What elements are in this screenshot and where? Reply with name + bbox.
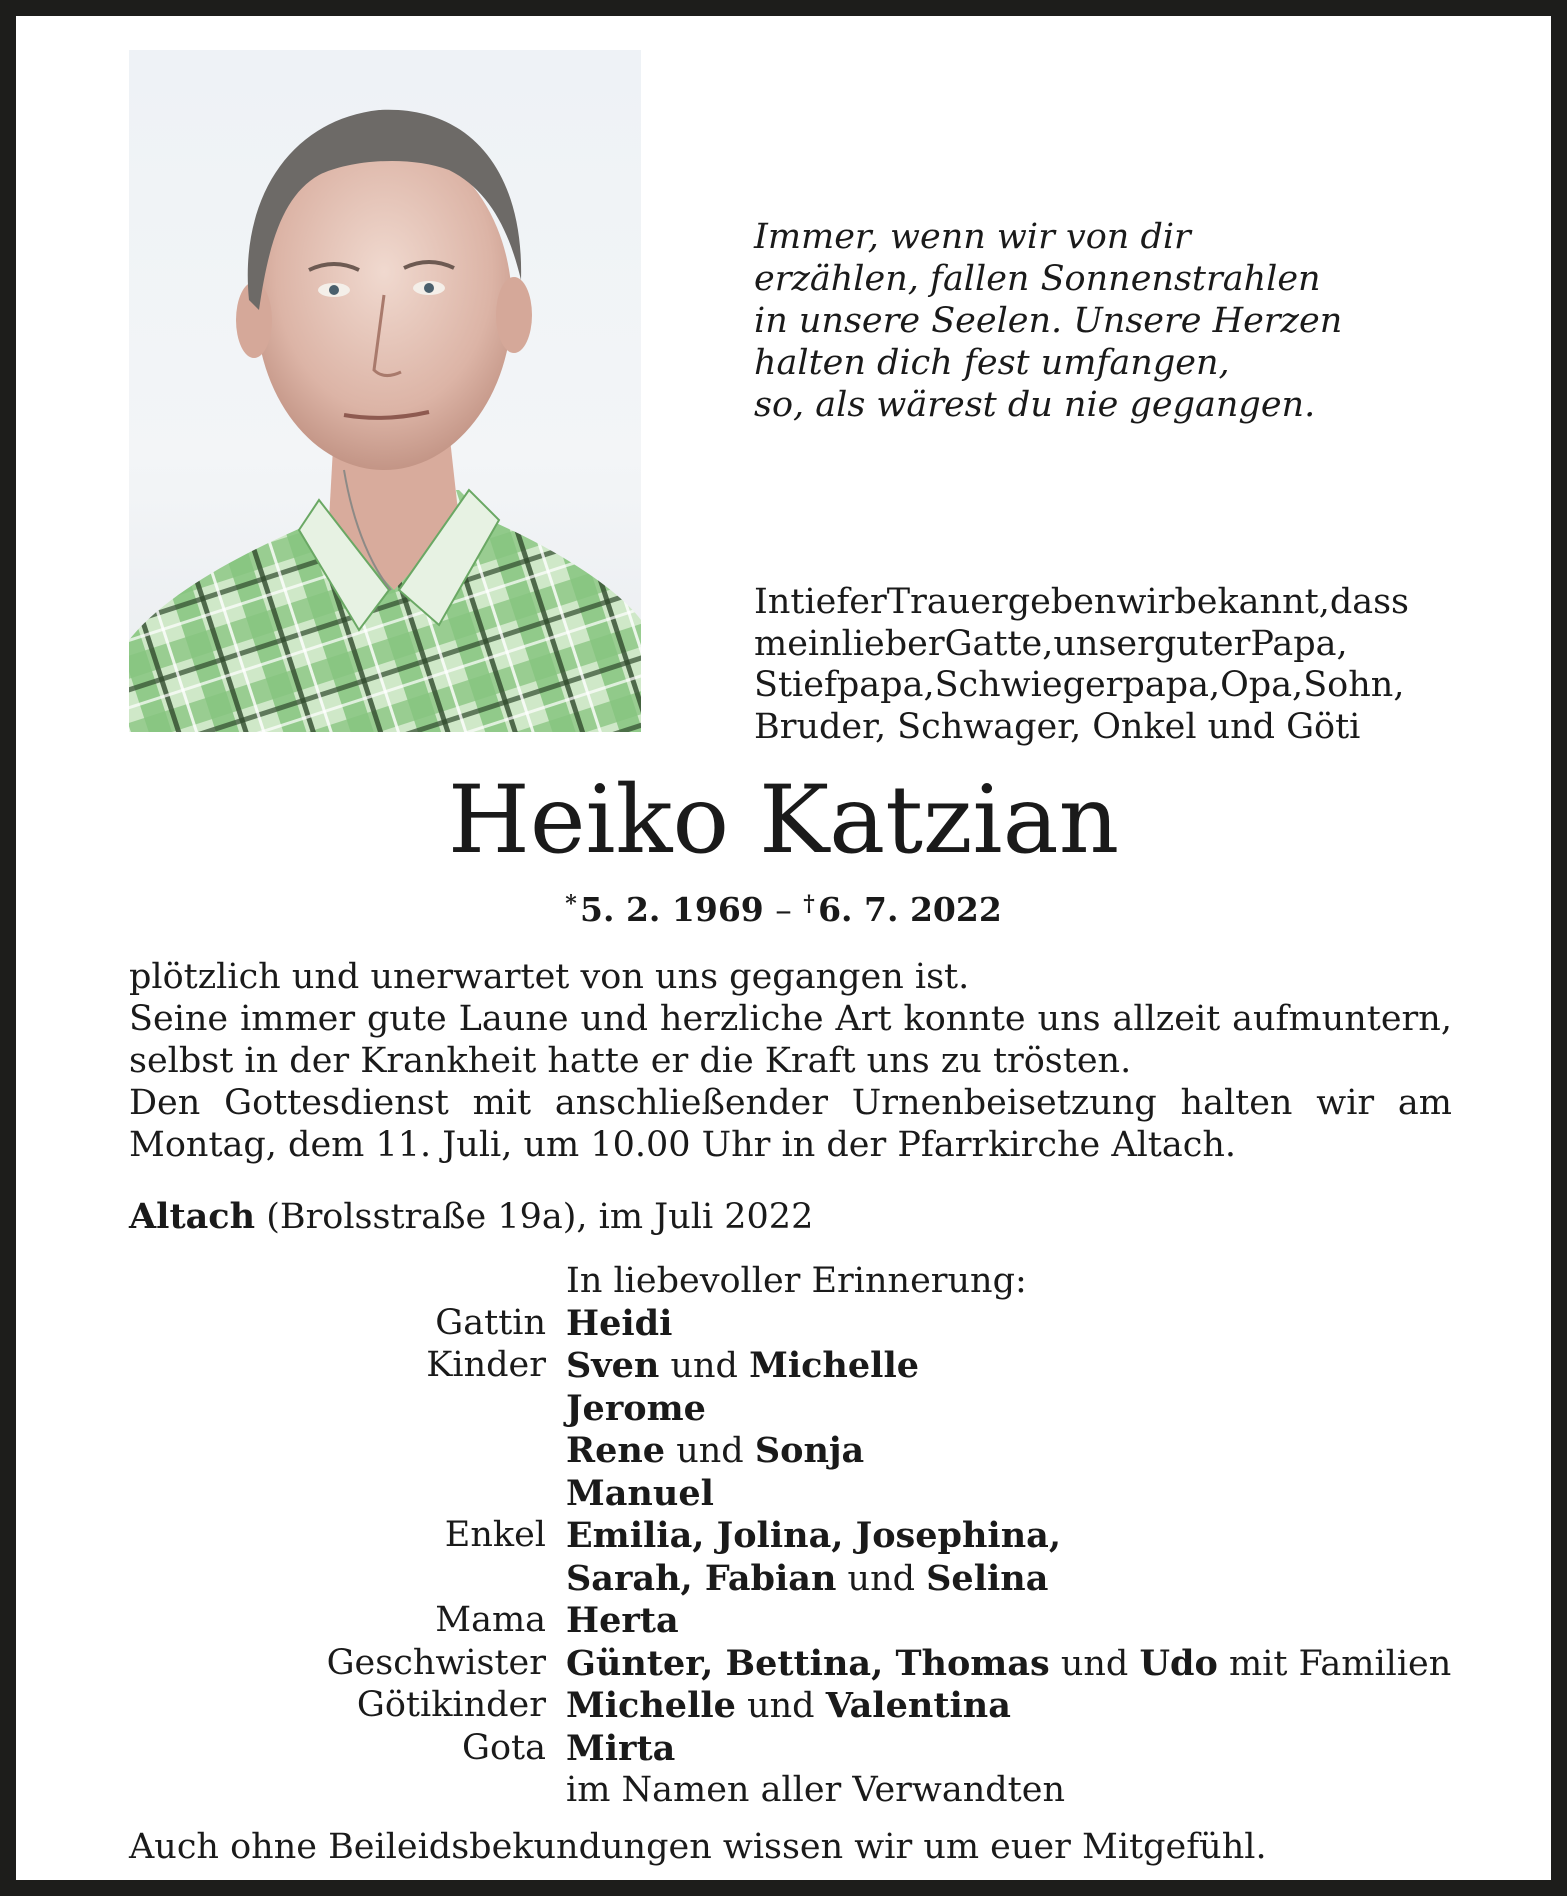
intro-word: In <box>754 582 791 622</box>
family-row <box>129 1728 1459 1771</box>
intro-word: geben <box>1007 582 1117 622</box>
family-name: Michelle <box>566 1685 736 1726</box>
portrait-photo <box>129 50 641 732</box>
intro-line <box>754 623 1348 666</box>
family-row <box>129 1345 1459 1388</box>
intro-word: Schwager, <box>897 706 1082 747</box>
closing-line: Auch ohne Beileidsbekundungen wissen wir um euer Mitgefühl. <box>129 1827 1267 1867</box>
intro-word: Trauer <box>886 582 1008 622</box>
location-rest: (Brolsstraße 19a), im Juli 2022 <box>255 1197 814 1237</box>
family-name: Valentina <box>825 1685 1011 1726</box>
intro-word: Papa, <box>1250 623 1348 664</box>
family-relation: Gota <box>462 1727 546 1768</box>
body-word: gute <box>367 999 447 1039</box>
family-names <box>566 1600 1459 1643</box>
body-word: anschließender <box>554 1083 828 1123</box>
body-word: konnte <box>903 999 1026 1039</box>
family-relation: Geschwister <box>326 1642 546 1683</box>
family-connector: und <box>735 1686 826 1726</box>
intro-word: Göti <box>1286 706 1361 747</box>
body-word: Gottesdienst <box>224 1083 449 1123</box>
body-line <box>129 1082 1452 1124</box>
intro-word: wir <box>1116 582 1175 622</box>
body-line: Montag, dem 11. Juli, um 10.00 Uhr in der Pfarrkirche Altach. <box>129 1125 1236 1165</box>
family-list <box>129 1261 1459 1812</box>
family-intro: In liebevoller Erinnerung: <box>566 1261 1027 1301</box>
body-word: halten <box>1180 1083 1293 1123</box>
family-names <box>566 1728 1459 1771</box>
location-town: Altach <box>129 1196 256 1237</box>
family-name: Herta <box>566 1600 679 1641</box>
family-names <box>566 1558 1459 1601</box>
family-relation: Mama <box>435 1600 546 1640</box>
intro-word: unser <box>1053 623 1154 664</box>
death-symbol: † <box>803 891 815 917</box>
family-intro-row <box>129 1261 1459 1303</box>
family-relation: Kinder <box>426 1345 546 1385</box>
family-row <box>129 1685 1459 1728</box>
family-connector: und <box>659 1346 750 1386</box>
family-row <box>129 1558 1459 1601</box>
intro-word: Bruder, <box>754 706 887 747</box>
birth-symbol: * <box>565 891 577 917</box>
body-word: Den <box>129 1083 201 1123</box>
intro-line <box>754 707 1454 749</box>
family-name: Rene <box>566 1430 666 1471</box>
family-name: Sonja <box>754 1430 865 1471</box>
family-name: Heidi <box>566 1302 673 1344</box>
intro-word: tiefer <box>790 582 887 622</box>
intro-word: Gatte, <box>944 623 1054 664</box>
family-connector: und <box>836 1558 927 1599</box>
family-relation <box>129 1473 566 1516</box>
intro-word: mein <box>754 623 842 664</box>
intro-word: guter <box>1153 623 1251 664</box>
intro-line <box>754 582 1410 624</box>
family-names <box>566 1685 1459 1728</box>
intro-word: dass <box>1329 582 1410 622</box>
family-names <box>566 1643 1459 1686</box>
intro-word: Stiefpapa, <box>754 665 935 705</box>
family-name: Mirta <box>566 1727 676 1769</box>
family-name: Günter, Bettina, Thomas <box>566 1642 1050 1684</box>
family-row <box>129 1430 1459 1473</box>
family-relation <box>129 1770 566 1812</box>
body-word: Urnenbeisetzung <box>851 1083 1157 1123</box>
family-relation <box>129 1558 566 1601</box>
poem-line: so, als wärest du nie gegangen. <box>754 385 1316 425</box>
family-name: Sarah, Fabian <box>566 1557 837 1599</box>
family-connector: und <box>1049 1643 1140 1684</box>
family-name: Emilia, Jolina, Josephina, <box>566 1515 1062 1556</box>
family-row <box>129 1303 1459 1346</box>
location-line <box>129 1196 813 1238</box>
body-word: am <box>1397 1083 1452 1123</box>
family-names <box>566 1515 1459 1558</box>
body-word: uns <box>1037 999 1101 1039</box>
family-name: Selina <box>926 1557 1049 1599</box>
body-line <box>129 998 1452 1040</box>
intro-word: bekannt, <box>1174 582 1330 622</box>
body-word: Laune <box>458 999 569 1039</box>
family-names <box>566 1770 1459 1812</box>
poem-line: Immer, wenn wir von dir <box>754 217 1191 257</box>
family-row <box>129 1473 1459 1516</box>
body-word: und <box>580 999 648 1039</box>
body-text <box>129 956 1452 1166</box>
family-row <box>129 1643 1459 1686</box>
announcement-intro <box>754 582 1454 748</box>
family-relation: Enkel <box>444 1515 546 1555</box>
intro-word: und <box>1207 706 1276 747</box>
family-row <box>129 1600 1459 1643</box>
body-word: wir <box>1316 1083 1375 1123</box>
death-date: 6. 7. 2022 <box>818 890 1002 929</box>
body-word: mit <box>472 1083 532 1123</box>
intro-word: Onkel <box>1092 706 1197 747</box>
family-names <box>566 1473 1459 1516</box>
portrait-illustration <box>129 50 641 732</box>
intro-word: Schwiegerpapa, <box>934 665 1221 705</box>
birth-date: 5. 2. 1969 <box>580 890 764 929</box>
intro-word: Opa, <box>1220 665 1304 705</box>
family-name: Jerome <box>566 1387 706 1429</box>
body-word: allzeit <box>1112 999 1221 1039</box>
family-names <box>566 1303 1459 1346</box>
family-connector: im Namen aller Verwandten <box>566 1770 1065 1810</box>
poem <box>754 216 1343 426</box>
family-row <box>129 1770 1459 1812</box>
date-separator: – <box>775 890 792 929</box>
poem-line: halten dich fest umfangen, <box>754 343 1230 383</box>
family-name: Manuel <box>566 1472 714 1514</box>
family-row <box>129 1388 1459 1431</box>
family-names <box>566 1430 1459 1473</box>
intro-word: Sohn, <box>1303 665 1405 705</box>
family-name: Sven <box>566 1345 660 1386</box>
deceased-name: Heiko Katzian <box>447 766 1120 875</box>
body-line: selbst in der Krankheit hatte er die Kraft uns zu trösten. <box>129 1041 1132 1081</box>
family-relation <box>129 1388 566 1431</box>
family-relation <box>129 1430 566 1473</box>
poem-line: erzählen, fallen Sonnenstrahlen <box>754 259 1321 299</box>
family-relation: Götikinder <box>356 1685 546 1725</box>
body-word: Seine <box>129 999 229 1039</box>
intro-word: lieber <box>841 623 945 664</box>
family-connector: mit Familien <box>1217 1643 1452 1684</box>
family-name: Michelle <box>749 1345 920 1386</box>
poem-line: in unsere Seelen. Unsere Herzen <box>754 301 1343 341</box>
family-row <box>129 1515 1459 1558</box>
family-relation: Gattin <box>435 1302 546 1343</box>
family-names <box>566 1388 1459 1431</box>
family-name: Udo <box>1139 1642 1218 1684</box>
body-word: immer <box>240 999 356 1039</box>
body-word: aufmuntern, <box>1232 999 1452 1039</box>
life-dates <box>16 884 1551 930</box>
family-connector: und <box>665 1431 755 1471</box>
body-word: herzliche <box>659 999 824 1039</box>
family-names <box>566 1345 1459 1388</box>
body-line: plötzlich und unerwartet von uns gegangen ist. <box>129 957 970 997</box>
intro-line <box>754 665 1405 707</box>
body-word: Art <box>835 999 892 1039</box>
